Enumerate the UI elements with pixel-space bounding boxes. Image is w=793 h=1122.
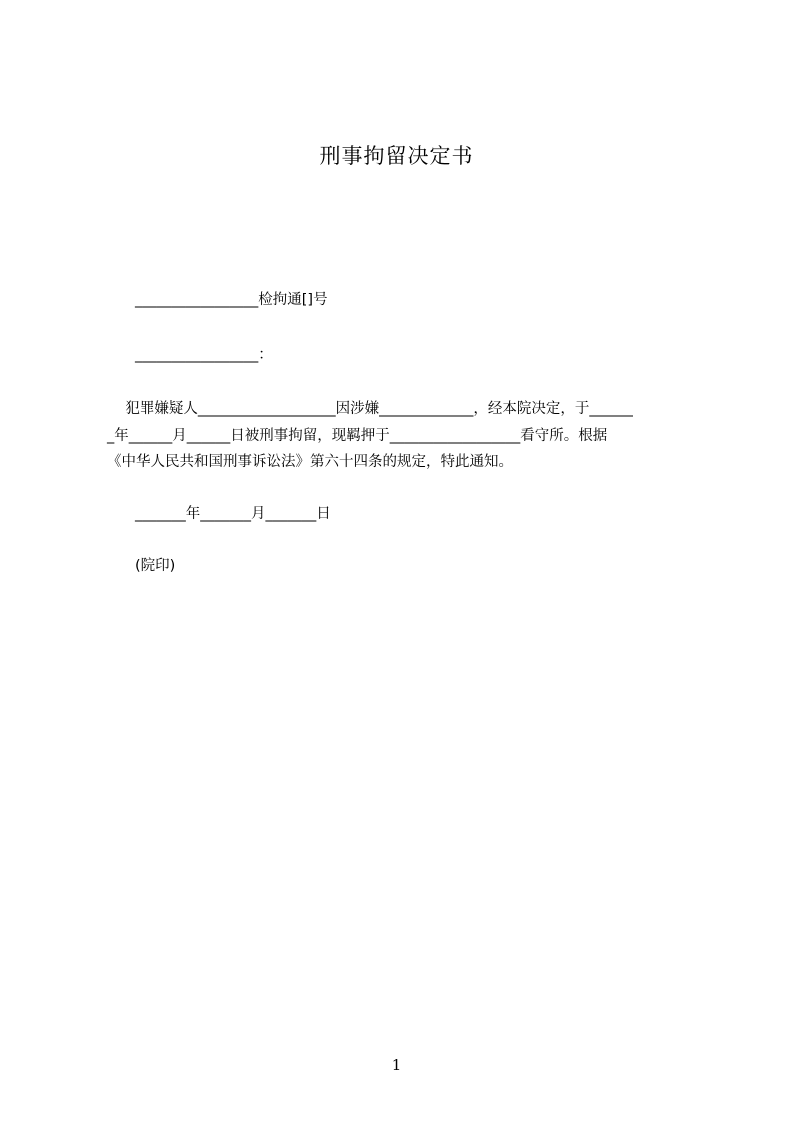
court-seal-label: (院印) bbox=[135, 558, 176, 574]
body-line-1: 犯罪嫌疑人___________________因涉嫌_____________，经本院决定，于______ bbox=[107, 401, 633, 417]
date-line: _______年_______月_______日 bbox=[135, 506, 331, 522]
document-number-line: _________________检拘通[]号 bbox=[135, 292, 328, 308]
body-line-3: 《中华人民共和国刑事诉讼法》第六十四条的规定，特此通知。 bbox=[107, 454, 513, 470]
addressee-line: _________________： bbox=[135, 347, 273, 363]
page-number: 1 bbox=[391, 1056, 402, 1074]
body-line-2: _年______月______日被刑事拘留，现羁押于__________________看守所。根据 bbox=[107, 427, 608, 444]
document-title: 刑事拘留决定书 bbox=[319, 144, 474, 168]
notice-body bbox=[107, 396, 707, 476]
